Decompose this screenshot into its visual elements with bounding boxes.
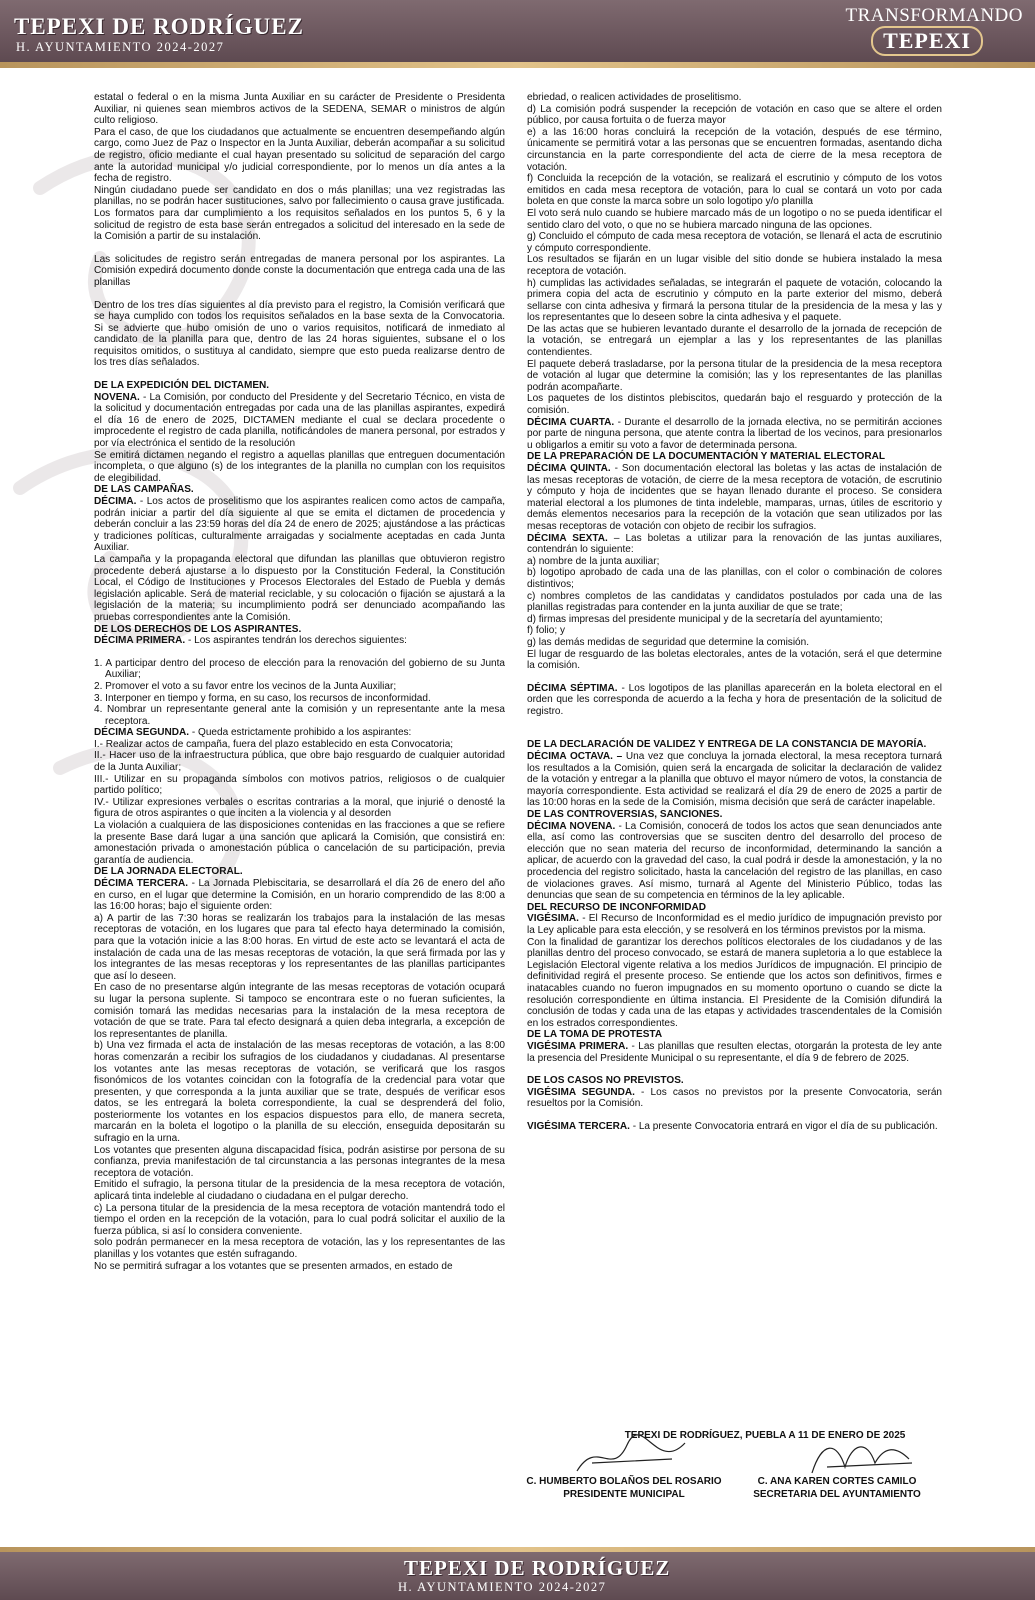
paragraph-text: La campaña y la propaganda electoral que difundan las planillas que obtuvieron registro procedente deberá ajustarse a lo dispuesto por la Constitución Federal, la Constitución Local, el Código de Instituciones y Procesos Electorales del Estado de Puebla y demás legislación aplicable. Será de material reciclable, y su colocación o fijación se ajustará a la legislación de la materia; su incumplimiento podrá ser denunciado acompañando las pruebas correspondientes ante la Comisión. bbox=[94, 553, 505, 623]
paragraph bbox=[94, 727, 505, 739]
paragraph bbox=[527, 533, 942, 556]
header-slogan-bottom: TEPEXI bbox=[871, 26, 983, 56]
paragraph bbox=[94, 208, 505, 243]
article-label: DÉCIMA OCTAVA. – bbox=[527, 751, 623, 763]
article-label: DÉCIMA TERCERA. bbox=[94, 878, 189, 889]
paragraph bbox=[527, 751, 942, 809]
paragraph-text: 1. A participar dentro del proceso de elección para la renovación del gobierno de su Junta Auxiliar; bbox=[94, 657, 505, 681]
header-subtitle: H. AYUNTAMIENTO 2024-2027 bbox=[16, 40, 225, 54]
section-heading bbox=[94, 624, 505, 636]
list-item bbox=[94, 681, 505, 693]
paragraph-text: III.- Utilizar en su propaganda símbolos con motivos patrios, religiosos o de cualquier partido político; bbox=[94, 773, 505, 797]
paragraph bbox=[527, 324, 942, 359]
paragraph bbox=[527, 127, 942, 173]
spacer bbox=[527, 672, 942, 683]
paragraph-text: g) Concluido el cómputo de cada mesa receptora de votación, se llenará el acta de escrutinio y cómputo correspondiente. bbox=[527, 231, 942, 254]
spacer bbox=[94, 243, 505, 254]
paragraph bbox=[94, 554, 505, 624]
paragraph-text: Dentro de los tres días siguientes al día previsto para el registro, la Comisión verificará que se haya cumplido con todos los requisitos señalados en la base sexta de la Convocatoria. Si se advierte que hubo omisión de uno o varios requisitos, notificará de inmediato al candidato de la planilla para que, dentro de las 24 horas siguientes, subsane el o los requisitos omitidos, o sustituya al candidato, siempre que esto pueda realizarse dentro de los tres días señalados. bbox=[94, 299, 505, 369]
section-heading bbox=[527, 1075, 942, 1087]
paragraph bbox=[527, 625, 942, 637]
paragraph-text: No se permitirá sufragar a los votantes que se presenten armados, en estado de bbox=[94, 1260, 453, 1272]
paragraph-text: El lugar de resguardo de las boletas electorales, antes de la votación, será el que determine la comisión. bbox=[527, 648, 942, 672]
right-column bbox=[527, 92, 942, 1422]
paragraph bbox=[527, 556, 942, 568]
paragraph-text: c) nombres completos de las candidatas y candidatos postulados por cada una de las planillas registradas para contender en la junta auxiliar de que se trate; bbox=[527, 590, 942, 614]
paragraph-text: Los paquetes de los distintos plebiscitos, quedarán bajo el resguardo y protección de la comisión. bbox=[527, 393, 942, 417]
paragraph bbox=[527, 92, 942, 104]
paragraph bbox=[527, 208, 942, 231]
paragraph-text: 4. Nombrar un representante general ante la comisión y un representante ante la mesa receptora. bbox=[94, 704, 505, 727]
paragraph-text: 2. Promover el voto a su favor entre los vecinos de la Junta Auxiliar; bbox=[94, 680, 397, 692]
paragraph-text: De las actas que se hubieren levantado durante el desarrollo de la jornada de recepción de la votación, se entregará un ejemplar a las y los representantes de las planillas contendientes. bbox=[527, 323, 942, 359]
paragraph-text: Los resultados se fijarán en un lugar visible del sitio donde se hubiera instalado la mesa receptora de votación. bbox=[527, 254, 942, 277]
paragraph-text: – Las boletas a utilizar para la renovación de las juntas auxiliares, contendrán lo siguiente: bbox=[527, 532, 942, 556]
paragraph-text: - La Comisión, conocerá de todos los actos que sean denunciados ante ella, así como las controversias que se susciten dentro del desarrollo del proceso de elección que no sean materia del recurso de inconformidad, determinando la sanción a aplicar, de acuerdo con la gravedad del caso, la cual podrá ir desde la amonestación, y la no procedencia del registro solicitado, hasta la cancelación del registro de las planillas, en caso de violaciones graves. Así mismo, turnará al Agente del Ministerio Público, todas las denuncias que sean de su competencia en términos de la ley aplicable. bbox=[527, 820, 942, 902]
paragraph bbox=[527, 231, 942, 254]
paragraph bbox=[527, 637, 942, 649]
paragraph bbox=[527, 913, 942, 936]
paragraph bbox=[94, 739, 505, 751]
paragraph-text: - Los logotipos de las planillas aparecerán en la boleta electoral en el orden que les corresponda de acuerdo a la fecha y hora de presentación de la solicitud de registro. bbox=[527, 682, 942, 717]
spacer bbox=[94, 369, 505, 380]
paragraph-text: - Los aspirantes tendrán los derechos siguientes: bbox=[185, 635, 407, 647]
footer-subtitle: H. AYUNTAMIENTO 2024-2027 bbox=[398, 1580, 607, 1594]
section-heading bbox=[527, 451, 942, 463]
paragraph-text: f) folio; y bbox=[527, 625, 565, 637]
header-slogan-top: TRANSFORMANDO bbox=[845, 5, 1023, 26]
signature-place-date: TEPEXI DE RODRÍGUEZ, PUEBLA A 11 DE ENERO DE 2025 bbox=[624, 1430, 906, 1441]
paragraph-text: - La Comisión, por conducto del Presidente y del Secretario Técnico, en vista de la solicitud y documentación entregadas por cada una de las planillas aspirantes, expedirá el día 16 de enero de 2025, DICTAMEN mediante el cual se declara procedente o improcedente el registro de cada planilla, notificándoles de manera personal, por estrados y por vía electrónica el sentido de la resolución bbox=[94, 391, 505, 450]
signer-name: C. ANA KAREN CORTES CAMILO bbox=[757, 1476, 917, 1487]
paragraph-text: 3. Interponer en tiempo y forma, en su caso, los recursos de inconformidad. bbox=[94, 692, 431, 704]
paragraph bbox=[527, 173, 942, 208]
signature-scribble-icon bbox=[797, 1433, 927, 1481]
section-heading bbox=[94, 380, 505, 392]
paragraph-text: b) Una vez firmada el acta de instalación de las mesas receptoras de votación, a las 8:00 horas comenzarán a recibir los sufragios de los ciudadanos y ciudadanas. Al presentarse los votantes ante las mesas receptoras de votación, se verificará que los rasgos fisonómicos de los votantes coincidan con la fotografía de la credencial para votar que presenten, y que corresponda a la junta auxiliar que se trate, después de verificar esos datos, se les entregará la boleta correspondiente, la cual se desprenderá del folio, posteriormente los votantes en los espacios dispuestos para ello, de manera secreta, marcarán en la boleta el logotipo o la planilla de su elección, enseguida depositarán su sufragio en la urna. bbox=[94, 1040, 505, 1145]
paragraph bbox=[527, 463, 942, 533]
paragraph bbox=[527, 417, 942, 452]
signature-block bbox=[527, 1428, 942, 1528]
paragraph-text: Para el caso, de que los ciudadanos que actualmente se encuentren desempeñando algún cargo, como Juez de Paz o Inspector en la Junta Auxiliar, deberán acompañar a su solicitud de registro, oficio mediante el cual hayan presentado su solicitud de separación del cargo ante la autoridad municipal y/o judicial correspondiente, por lo menos un día antes a la fecha de registro. bbox=[94, 126, 505, 185]
paragraph bbox=[527, 683, 942, 718]
paragraph-text: DE LA JORNADA ELECTORAL. bbox=[94, 866, 243, 878]
paragraph-text: - La presente Convocatoria entrará en vigor el día de su publicación. bbox=[629, 1120, 938, 1132]
paragraph-text: - La Jornada Plebiscitaria, se desarrollará el día 26 de enero del año en curso, en el lugar que determine la Comisión, en un horario comprendido de las 8:00 a las 16:00 horas; bajo el siguiente orden: bbox=[94, 878, 505, 913]
paragraph bbox=[527, 937, 942, 1030]
article-label: DÉCIMA SEGUNDA. bbox=[94, 727, 190, 739]
paragraph-text: estatal o federal o en la misma Junta Auxiliar en su carácter de Presidente o Presidenta Auxiliar, ni quienes sean miembros activos de la SEDENA, SEMAR o ministros de algún culto religioso. bbox=[94, 92, 505, 127]
spacer bbox=[527, 1110, 942, 1121]
paragraph-text: En caso de no presentarse algún integrante de las mesas receptoras de votación ocupará su lugar la persona suplente. Si tampoco se encontrara este o no fueran suficientes, la comisión tomará las medidas necesarias para la instalación de la mesa receptora de votación de que se trate. Para tal efecto designará a quien deba integrarla, a excepción de los representantes de planilla. bbox=[94, 982, 505, 1040]
paragraph-text: Una vez que concluya la jornada electoral, la mesa receptora turnará los resultados a la Comisión, quien será la encargada de solicitar la declaración de validez de la votación y entregar a la planilla que obtuvo el mayor número de votos, la constancia de mayoría correspondiente. Esta actividad se realizará el día 29 de enero de 2025 a partir de las 10:00 horas en la sede de la Comisión, misma decisión que será de carácter inapelable. bbox=[527, 751, 942, 809]
paragraph-text: DE LA TOMA DE PROTESTA bbox=[527, 1029, 663, 1041]
signature-scribble-icon bbox=[567, 1433, 697, 1481]
paragraph-text: f) Concluida la recepción de la votación, se realizará el escrutinio y cómputo de los votos emitidos en cada mesa receptora de votación, para lo cual se contará un voto por cada boleta en que conste la marca sobre un solo logotipo y/o planilla bbox=[527, 173, 942, 208]
paragraph-text: e) a las 16:00 horas concluirá la recepción de la votación, después de ese término, únicamente se permitirá votar a las personas que se encuentren formadas, asentando dicha circunstancia en la parte correspondiente del acta de cierre de la mesa receptora de votación. bbox=[527, 126, 942, 173]
list-item bbox=[94, 658, 505, 681]
paragraph bbox=[94, 750, 505, 773]
paragraph-text: I.- Realizar actos de campaña, fuera del plazo establecido en esta Convocatoria; bbox=[94, 738, 454, 750]
signer-role: PRESIDENTE MUNICIPAL bbox=[563, 1489, 685, 1500]
paragraph bbox=[527, 1041, 942, 1064]
spacer bbox=[94, 647, 505, 658]
paragraph-text: d) La comisión podrá suspender la recepción de votación en caso que se altere el orden público, por causa fortuita o de fuerza mayor bbox=[527, 103, 942, 127]
signer-role: SECRETARIA DEL AYUNTAMIENTO bbox=[753, 1489, 921, 1500]
list-item bbox=[94, 704, 505, 727]
article-label: DÉCIMA SÉPTIMA. bbox=[527, 682, 618, 694]
paragraph bbox=[94, 878, 505, 913]
paragraph-text: Con la finalidad de garantizar los derechos políticos electorales de los ciudadanos y de las planillas dentro del proceso convocado, se estará de manera supletoria a lo que establece la Legislación Electoral vigente relativa a los medios Jurídicos de impugnación. El principio de definitividad regirá el presente proceso. Se entiende que los actos son definitivos, firmes e inatacables cuando no fueron impugnados en su momento oportuno o cuando se dicte la resolución correspondiente en última instancia. El Presidente de la Comisión difundirá la conclusión de todas y cada una de las etapas y actividades trascendentales de la Comisión en los estrados correspondientes. bbox=[527, 936, 942, 1029]
paragraph-text: - Las planillas que resulten electas, otorgarán la protesta de ley ante la presencia del Presidente Municipal o su representante, el día 9 de febrero de 2025. bbox=[527, 1040, 942, 1064]
paragraph bbox=[94, 127, 505, 185]
paragraph bbox=[94, 450, 505, 485]
paragraph-text: h) cumplidas las actividades señaladas, se integrarán el paquete de votación, colocando la primera copia del acta de escrutinio y cómputo en la parte exterior del mismo, deberá sellarse con cinta adhesiva y firmará la persona titular de la presidencia de la mesa y las y los representantes que lo deseen sobre la cinta adhesiva y el paquete. bbox=[527, 277, 942, 324]
paragraph-text: DE LAS CAMPAÑAS. bbox=[94, 484, 194, 496]
article-label: NOVENA. bbox=[94, 391, 140, 403]
paragraph bbox=[527, 1121, 942, 1133]
section-heading bbox=[527, 809, 942, 821]
paragraph-text: II.- Hacer uso de la infraestructura pública, que obre bajo resguardo de cualquier autoridad de la Junta Auxiliar; bbox=[94, 750, 505, 774]
paragraph-text: b) logotipo aprobado de cada una de las planillas, con el color o combinación de colores distintivos; bbox=[527, 567, 942, 590]
paragraph bbox=[94, 1040, 505, 1144]
paragraph bbox=[94, 300, 505, 370]
paragraph-text: Las solicitudes de registro serán entregadas de manera personal por los aspirantes. La Comisión expedirá documento donde conste la documentación que entrega cada una de las planillas bbox=[94, 253, 505, 288]
paragraph bbox=[94, 774, 505, 797]
list-item bbox=[94, 693, 505, 705]
paragraph-text: - Son documentación electoral las boletas y las actas de instalación de las mesas receptoras de votación, de cierre de la mesa receptora de votación, de escrutinio y cómputo y hoja de incidentes que se hayan llenado durante el proceso. Se considera material electoral a los plumones de tinta indeleble, mamparas, urnas, útiles de escritorio y demás elementos necesarios para la recepción de la votación que sean utilizados por las mesas receptoras de votación con objeto de recibir los sufragios. bbox=[527, 463, 942, 532]
paragraph-text: - Durante el desarrollo de la jornada electiva, no se permitirán acciones por parte de ninguna persona, que atente contra la libertad de los vecinos, para presionarlos u obligarlos a emitir su voto a favor de determinada persona. bbox=[527, 416, 942, 451]
paragraph bbox=[527, 104, 942, 127]
paragraph bbox=[527, 649, 942, 672]
paragraph-text: DEL RECURSO DE INCONFORMIDAD bbox=[527, 901, 706, 913]
paragraph-text: DE LA DECLARACIÓN DE VALIDEZ Y ENTREGA DE LA CONSTANCIA DE MAYORÍA. bbox=[527, 739, 927, 751]
paragraph bbox=[94, 913, 505, 983]
paragraph bbox=[94, 1261, 505, 1273]
paragraph-text: Los votantes que presenten alguna discapacidad física, podrán asistirse por persona de su confianza, previa manifestación de tal circunstancia a las personas integrantes de la mesa receptora de votación. bbox=[94, 1144, 505, 1179]
paragraph bbox=[527, 567, 942, 590]
paragraph-text: DE LOS CASOS NO PREVISTOS. bbox=[527, 1075, 684, 1087]
footer-logo: TEPEXI DE RODRÍGUEZ bbox=[404, 1556, 671, 1580]
signer-name: C. HUMBERTO BOLAÑOS DEL ROSARIO bbox=[526, 1476, 722, 1487]
paragraph bbox=[94, 1203, 505, 1238]
section-heading bbox=[527, 1029, 942, 1041]
left-column bbox=[94, 92, 505, 1476]
paragraph-text: g) las demás medidas de seguridad que determine la comisión. bbox=[527, 636, 810, 648]
spacer bbox=[527, 1064, 942, 1075]
paragraph-text: El paquete deberá trasladarse, por la persona titular de la presidencia de la mesa receptora de votación al lugar que determine la comisión; las y los representantes de las planillas podrán acompañarte. bbox=[527, 358, 942, 393]
paragraph bbox=[94, 254, 505, 289]
paragraph bbox=[527, 591, 942, 614]
paragraph-text: solo podrán permanecer en la mesa receptora de votación, las y los representantes de las planillas y los votantes que estén sufragando. bbox=[94, 1237, 505, 1260]
paragraph-text: DE LOS DERECHOS DE LOS ASPIRANTES. bbox=[94, 623, 302, 635]
article-label: VIGÉSIMA SEGUNDA. bbox=[527, 1086, 635, 1098]
paragraph-text: DE LA PREPARACIÓN DE LA DOCUMENTACIÓN Y MATERIAL ELECTORAL bbox=[527, 451, 885, 463]
paragraph bbox=[527, 393, 942, 416]
paragraph bbox=[94, 392, 505, 450]
paragraph-text: Los formatos para dar cumplimiento a los requisitos señalados en los puntos 5, 6 y la solicitud de registro de esta base serán entregados a solicitud del interesado en la sede de la Comisión a partir de su instalación. bbox=[94, 207, 505, 243]
paragraph bbox=[527, 821, 942, 902]
signer-presidente bbox=[519, 1475, 729, 1501]
paragraph-text: d) firmas impresas del presidente municipal y de la secretaría del ayuntamiento; bbox=[527, 613, 883, 625]
article-label: DÉCIMA CUARTA. bbox=[527, 416, 615, 428]
article-label: VIGÉSIMA. bbox=[527, 913, 579, 925]
header-logo: TEPEXI DE RODRÍGUEZ bbox=[14, 14, 304, 39]
article-label: DÉCIMA QUINTA. bbox=[527, 463, 611, 474]
article-label: VIGÉSIMA PRIMERA. bbox=[527, 1040, 629, 1052]
section-heading bbox=[94, 866, 505, 878]
spacer bbox=[527, 728, 942, 739]
paragraph bbox=[527, 614, 942, 626]
paragraph-text: Emitido el sufragio, la persona titular de la presidencia de la mesa receptora de votación, aplicará tinta indeleble al ciudadano o ciudadana en el pulgar derecho. bbox=[94, 1179, 505, 1203]
paragraph bbox=[94, 982, 505, 1040]
paragraph-text: - Los casos no previstos por la presente Convocatoria, serán resueltos por la Comisión. bbox=[527, 1086, 942, 1110]
article-label: DÉCIMA PRIMERA. bbox=[94, 635, 186, 647]
section-heading bbox=[527, 739, 942, 751]
paragraph bbox=[94, 185, 505, 208]
signer-secretaria bbox=[732, 1475, 942, 1501]
paragraph bbox=[527, 278, 942, 324]
paragraph-text: IV.- Utilizar expresiones verbales o escritas contrarias a la moral, que injurié o denosté la figura de otros aspirantes o que inciten a la violencia y al desorden bbox=[94, 796, 505, 820]
paragraph-text: DE LAS CONTROVERSIAS, SANCIONES. bbox=[527, 809, 723, 821]
paragraph-text: - Los actos de proselitismo que los aspirantes realicen como actos de campaña, podrán iniciar a partir del día siguiente al que se emita el dictamen de procedencia y deberán concluir a las 23:59 horas del día 24 de enero de 2025; ajustándose a las prácticas y tradiciones políticas, culturalmente arraigadas y socialmente aceptadas en cada Junta Auxiliar. bbox=[94, 496, 505, 554]
paragraph-text: El voto será nulo cuando se hubiere marcado más de un logotipo o no se pueda identificar el sentido claro del voto, o que no se hubiera marcado ninguna de las opciones. bbox=[527, 207, 942, 231]
paragraph-text: a) nombre de la junta auxiliar; bbox=[527, 555, 660, 567]
paragraph bbox=[94, 92, 505, 127]
paragraph-text: DE LA EXPEDICIÓN DEL DICTAMEN. bbox=[94, 380, 270, 392]
article-label: VIGÉSIMA TERCERA. bbox=[527, 1120, 630, 1132]
paragraph bbox=[527, 359, 942, 394]
paragraph-text: a) A partir de las 7:30 horas se realizarán los trabajos para la instalación de las mesas receptoras de votación, en los lugares que para tal efecto haya determinado la comisión, para que la votación inicie a las 8:00 horas. En virtud de este acto se levantará el acta de instalación de cada una de las mesas receptoras de votación, la que será firmada por las y los integrantes de las mesas receptoras y los representantes de las planillas participantes que así lo deseen. bbox=[94, 912, 505, 982]
paragraph-text: - Queda estrictamente prohibido a los aspirantes: bbox=[189, 727, 412, 739]
paragraph-text: Ningún ciudadano puede ser candidato en dos o más planillas; una vez registradas las planillas, no se podrán hacer sustituciones, salvo por fallecimiento o causa grave justificada. bbox=[94, 184, 505, 208]
paragraph-text: ebriedad, o realicen actividades de proselitismo. bbox=[527, 92, 742, 103]
paragraph-text: - El Recurso de Inconformidad es el medio jurídico de impugnación previsto por la Ley aplicable para esta elección, y se resolverá en los términos previstos por la misma. bbox=[527, 913, 942, 936]
section-heading bbox=[527, 902, 942, 914]
article-label: DÉCIMA SEXTA. bbox=[527, 532, 608, 544]
paragraph bbox=[94, 820, 505, 866]
paragraph-text: c) La persona titular de la presidencia de la mesa receptora de votación mantendrá todo el tiempo el orden en la recepción de la votación, para lo cual podrá solicitar el auxilio de la fuerza pública, si así lo considera conveniente. bbox=[94, 1202, 505, 1237]
paragraph bbox=[94, 1179, 505, 1202]
paragraph-text: La violación a cualquiera de las disposiciones contenidas en las fracciones a que se refiere la presente Base dará lugar a una sanción que aplicará la Comisión, que consistirá en: amonestación privada o amonestación pública o cancelación de su participación, previa garantía de audiencia. bbox=[94, 820, 505, 866]
paragraph bbox=[94, 496, 505, 554]
spacer bbox=[527, 717, 942, 728]
section-heading bbox=[94, 484, 505, 496]
paragraph bbox=[94, 1237, 505, 1260]
paragraph bbox=[94, 635, 505, 647]
article-label: DÉCIMA NOVENA. bbox=[527, 820, 616, 832]
paragraph bbox=[527, 1087, 942, 1110]
paragraph-text: Se emitirá dictamen negando el registro a aquellas planillas que entreguen documentación incompleta, o que alguno (s) de los integrantes de la planilla no cumplan con los requisitos de elegibilidad. bbox=[94, 449, 505, 484]
spacer bbox=[94, 289, 505, 300]
paragraph bbox=[94, 797, 505, 820]
paragraph bbox=[94, 1145, 505, 1180]
article-label: DÉCIMA. bbox=[94, 496, 137, 507]
paragraph bbox=[527, 254, 942, 277]
